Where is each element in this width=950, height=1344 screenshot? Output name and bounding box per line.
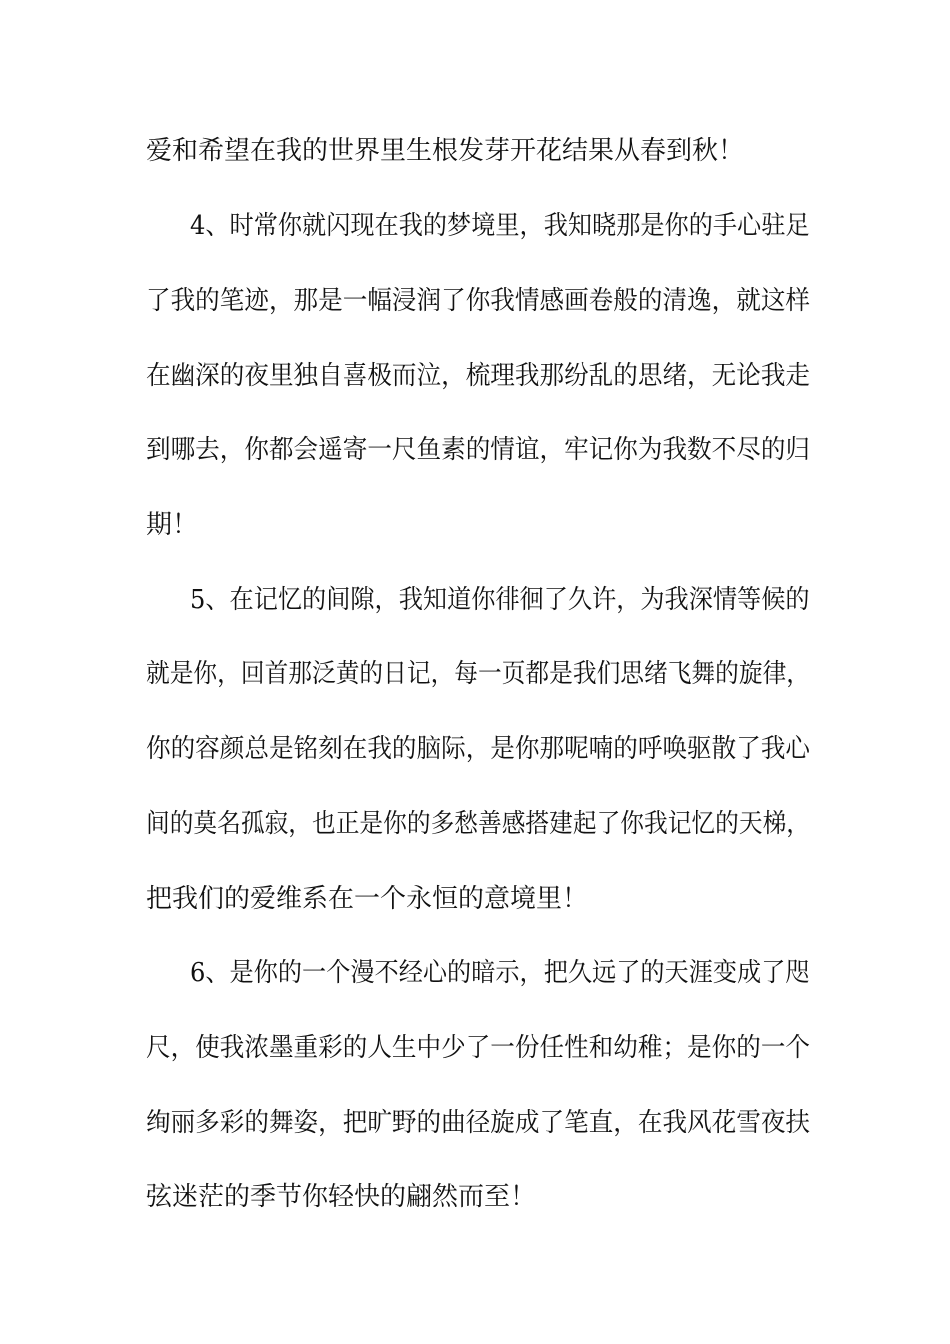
text-line: 尺，使我浓墨重彩的人生中少了一份任性和幼稚；是你的一个 bbox=[146, 1033, 811, 1063]
text-line: 到哪去，你都会遥寄一尺鱼素的情谊，牢记你为我数不尽的归 bbox=[146, 435, 811, 465]
text-line: 把我们的爱维系在一个永恒的意境里！ bbox=[146, 884, 589, 914]
text-line: 了我的笔迹，那是一幅浸润了你我情感画卷般的清逸，就这样 bbox=[146, 286, 811, 316]
paragraph-6-line: 6、是你的一个漫不经心的暗示，把久远了的天涯变成了咫 bbox=[190, 958, 810, 988]
text-line: 你的容颜总是铭刻在我的脑际，是你那呢喃的呼唤驱散了我心 bbox=[146, 734, 811, 764]
text-line: 期！ bbox=[146, 510, 199, 540]
text-line: 间的莫名孤寂，也正是你的多愁善感搭建起了你我记忆的天梯， bbox=[146, 809, 811, 839]
text-line: 在幽深的夜里独自喜极而泣，梳理我那纷乱的思绪，无论我走 bbox=[146, 361, 811, 391]
text-line: 爱和希望在我的世界里生根发芽开花结果从春到秋！ bbox=[146, 136, 745, 166]
paragraph-4-line: 4、时常你就闪现在我的梦境里，我知晓那是你的手心驻足 bbox=[190, 211, 810, 241]
text-line: 绚丽多彩的舞姿，把旷野的曲径旋成了笔直，在我风花雪夜扶 bbox=[146, 1108, 811, 1138]
text-line: 弦迷茫的季节你轻快的翩然而至！ bbox=[146, 1182, 537, 1212]
text-line: 就是你，回首那泛黄的日记，每一页都是我们思绪飞舞的旋律， bbox=[146, 659, 811, 689]
paragraph-5-line: 5、在记忆的间隙，我知道你徘徊了久许，为我深情等候的 bbox=[190, 585, 810, 615]
